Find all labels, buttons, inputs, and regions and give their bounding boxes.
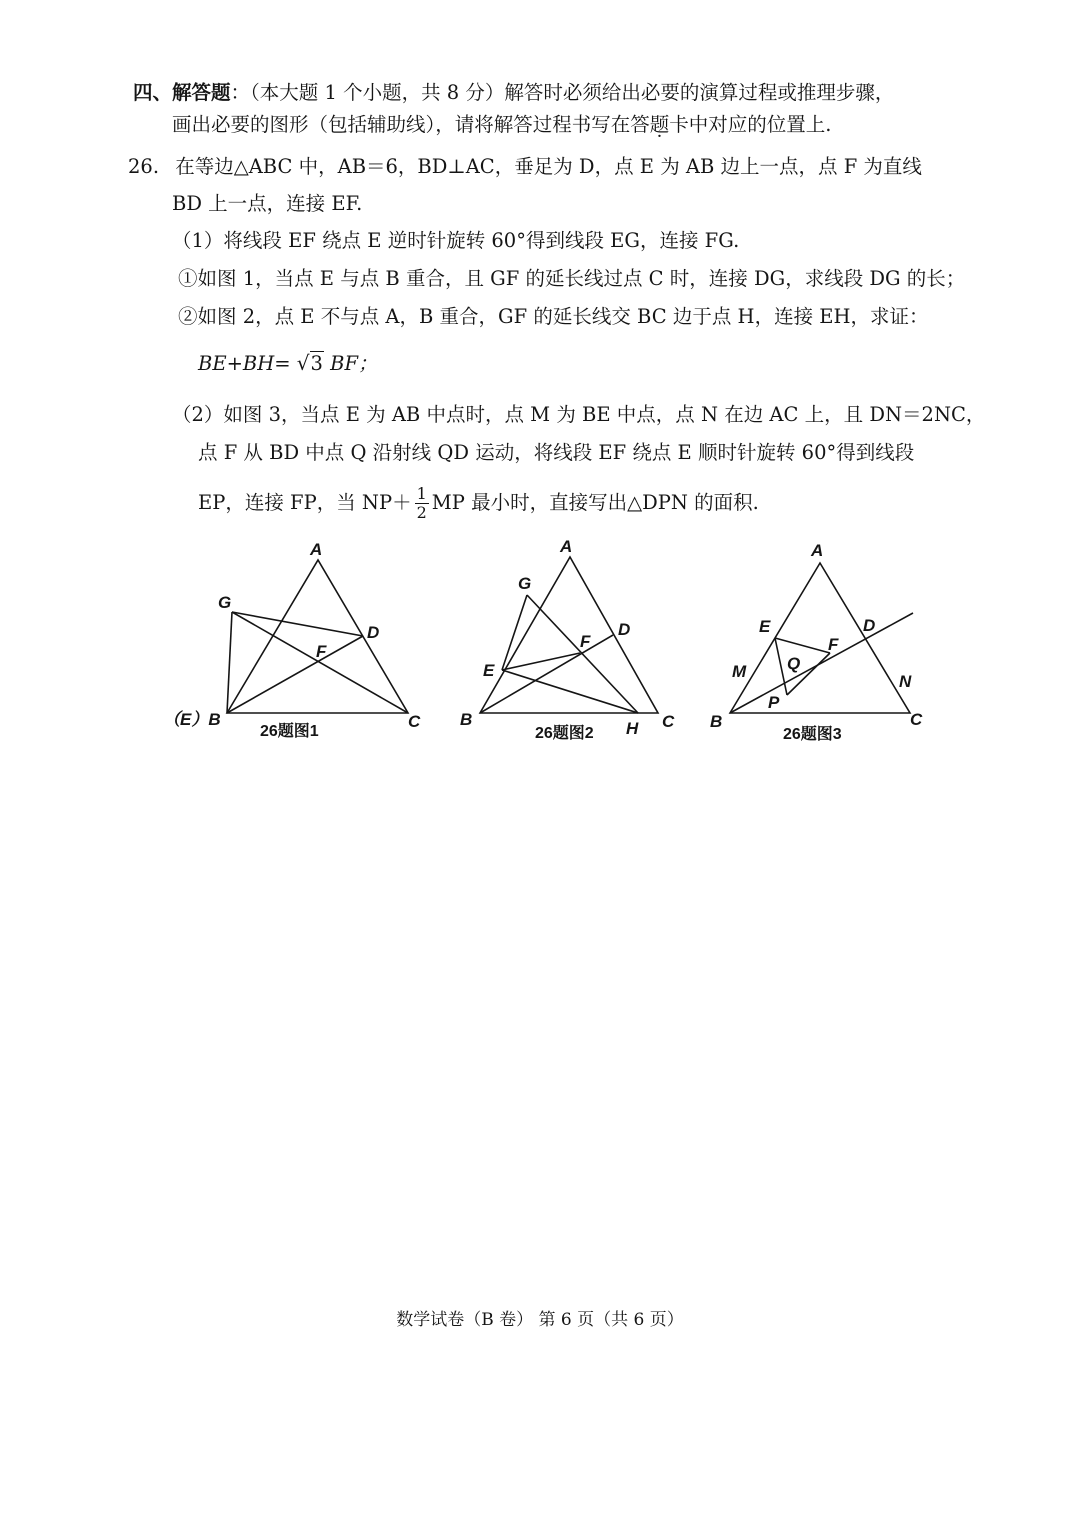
section-description: ：（本大题 1 个小题，共 8 分）解答时必须给出必要的演算过程或推理步骤， xyxy=(230,81,895,104)
fig1-segment-gc xyxy=(232,612,408,713)
fig3-segment-ep xyxy=(775,638,787,695)
part1-question1: ①如图 1，当点 E 与点 B 重合，且 GF 的延长线过点 C 时，连接 DG，求线段 DG 的长； xyxy=(178,267,966,290)
fig3-label-d: D xyxy=(863,616,876,635)
problem-statement: 在等边△ABC 中，AB＝6，BD⊥AC，垂足为 D，点 E 为 AB 边上一点，点 F 为直线 xyxy=(175,155,922,178)
fig3-label-p: P xyxy=(768,693,780,712)
fig1-label-a: A xyxy=(310,540,323,559)
fig1-label-g: G xyxy=(218,593,232,612)
figure-2 xyxy=(450,535,690,754)
fig1-label-f: F xyxy=(316,642,327,661)
fig3-label-e: E xyxy=(759,617,771,636)
figure-3 xyxy=(705,535,940,754)
page-footer: 数学试卷（B 卷） 第 6 页（共 6 页） xyxy=(396,1310,684,1330)
fig3-label-f: F xyxy=(828,635,839,654)
fig2-label-b: B xyxy=(460,710,473,729)
fig1-triangle-abc xyxy=(227,560,408,713)
figure-1 xyxy=(160,535,440,754)
fig2-caption: 26题图2 xyxy=(535,725,594,742)
fig3-segment-ef xyxy=(775,638,830,653)
fig1-label-eb: （E）B xyxy=(163,710,221,729)
section-heading: 四、解答题 xyxy=(133,81,231,104)
sqrt-symbol: √3 xyxy=(296,351,323,375)
fig1-segment-bg xyxy=(227,612,232,713)
fig3-label-n: N xyxy=(899,672,912,691)
fig2-label-h: H xyxy=(626,719,639,738)
problem-line1 xyxy=(128,154,922,180)
part2-line1: （2）如图 3，当点 E 为 AB 中点时，点 M 为 BE 中点，点 N 在边 AC 上，且 DN＝2NC， xyxy=(172,403,986,426)
fig2-label-d: D xyxy=(618,620,631,639)
fig3-label-b: B xyxy=(710,712,723,731)
fig2-segment-bd xyxy=(480,635,613,713)
fig2-segment-eg xyxy=(502,595,527,670)
fig3-caption: 26题图3 xyxy=(783,726,842,743)
fig2-label-e: E xyxy=(483,661,495,680)
fig3-label-a: A xyxy=(811,541,824,560)
fig1-caption: 26题图1 xyxy=(260,723,319,740)
fig3-label-c: C xyxy=(910,710,923,729)
problem-line2: BD 上一点，连接 EF. xyxy=(172,192,363,215)
fig1-label-c: C xyxy=(408,712,421,731)
section-heading-line xyxy=(133,80,894,106)
part2-line3: EP，连接 FP，当 NP＋ $\frac{1}{2}$ MP 最小时，直接写出△DPN 的面积. xyxy=(198,484,759,522)
fig3-ray-bd xyxy=(730,613,913,713)
fig2-label-a: A xyxy=(560,537,573,556)
fig2-triangle-abc xyxy=(480,557,658,713)
part2-line2: 点 F 从 BD 中点 Q 沿射线 QD 运动，将线段 EF 绕点 E 顺时针旋转 60°得到线段 xyxy=(198,441,915,464)
fig2-label-g: G xyxy=(518,574,532,593)
fig3-label-m: M xyxy=(732,662,747,681)
part1-question2: ②如图 2，点 E 不与点 A，B 重合，GF 的延长线交 BC 边于点 H，连接 EH，求证： xyxy=(178,305,929,328)
part1-intro: （1）将线段 EF 绕点 E 逆时针旋转 60°得到线段 EG，连接 FG. xyxy=(172,229,740,252)
fraction-one-half: $\frac{1}{2}$ xyxy=(416,484,427,522)
problem-number: 26. xyxy=(128,155,160,178)
fig2-label-f: F xyxy=(580,632,591,651)
part1-equation: BE+BH= √3 BF； xyxy=(198,351,378,375)
section-description-line2: 画出必要的图形（包括辅助线），请将解答过程书写在答题卡中对应的位置上. xyxy=(172,113,832,136)
answer-card-emphasis: 答题卡 xyxy=(630,113,689,136)
fig2-label-c: C xyxy=(662,712,675,731)
fig3-triangle-abc xyxy=(730,563,910,713)
fig1-label-d: D xyxy=(367,623,380,642)
fig3-label-q: Q xyxy=(787,654,801,673)
